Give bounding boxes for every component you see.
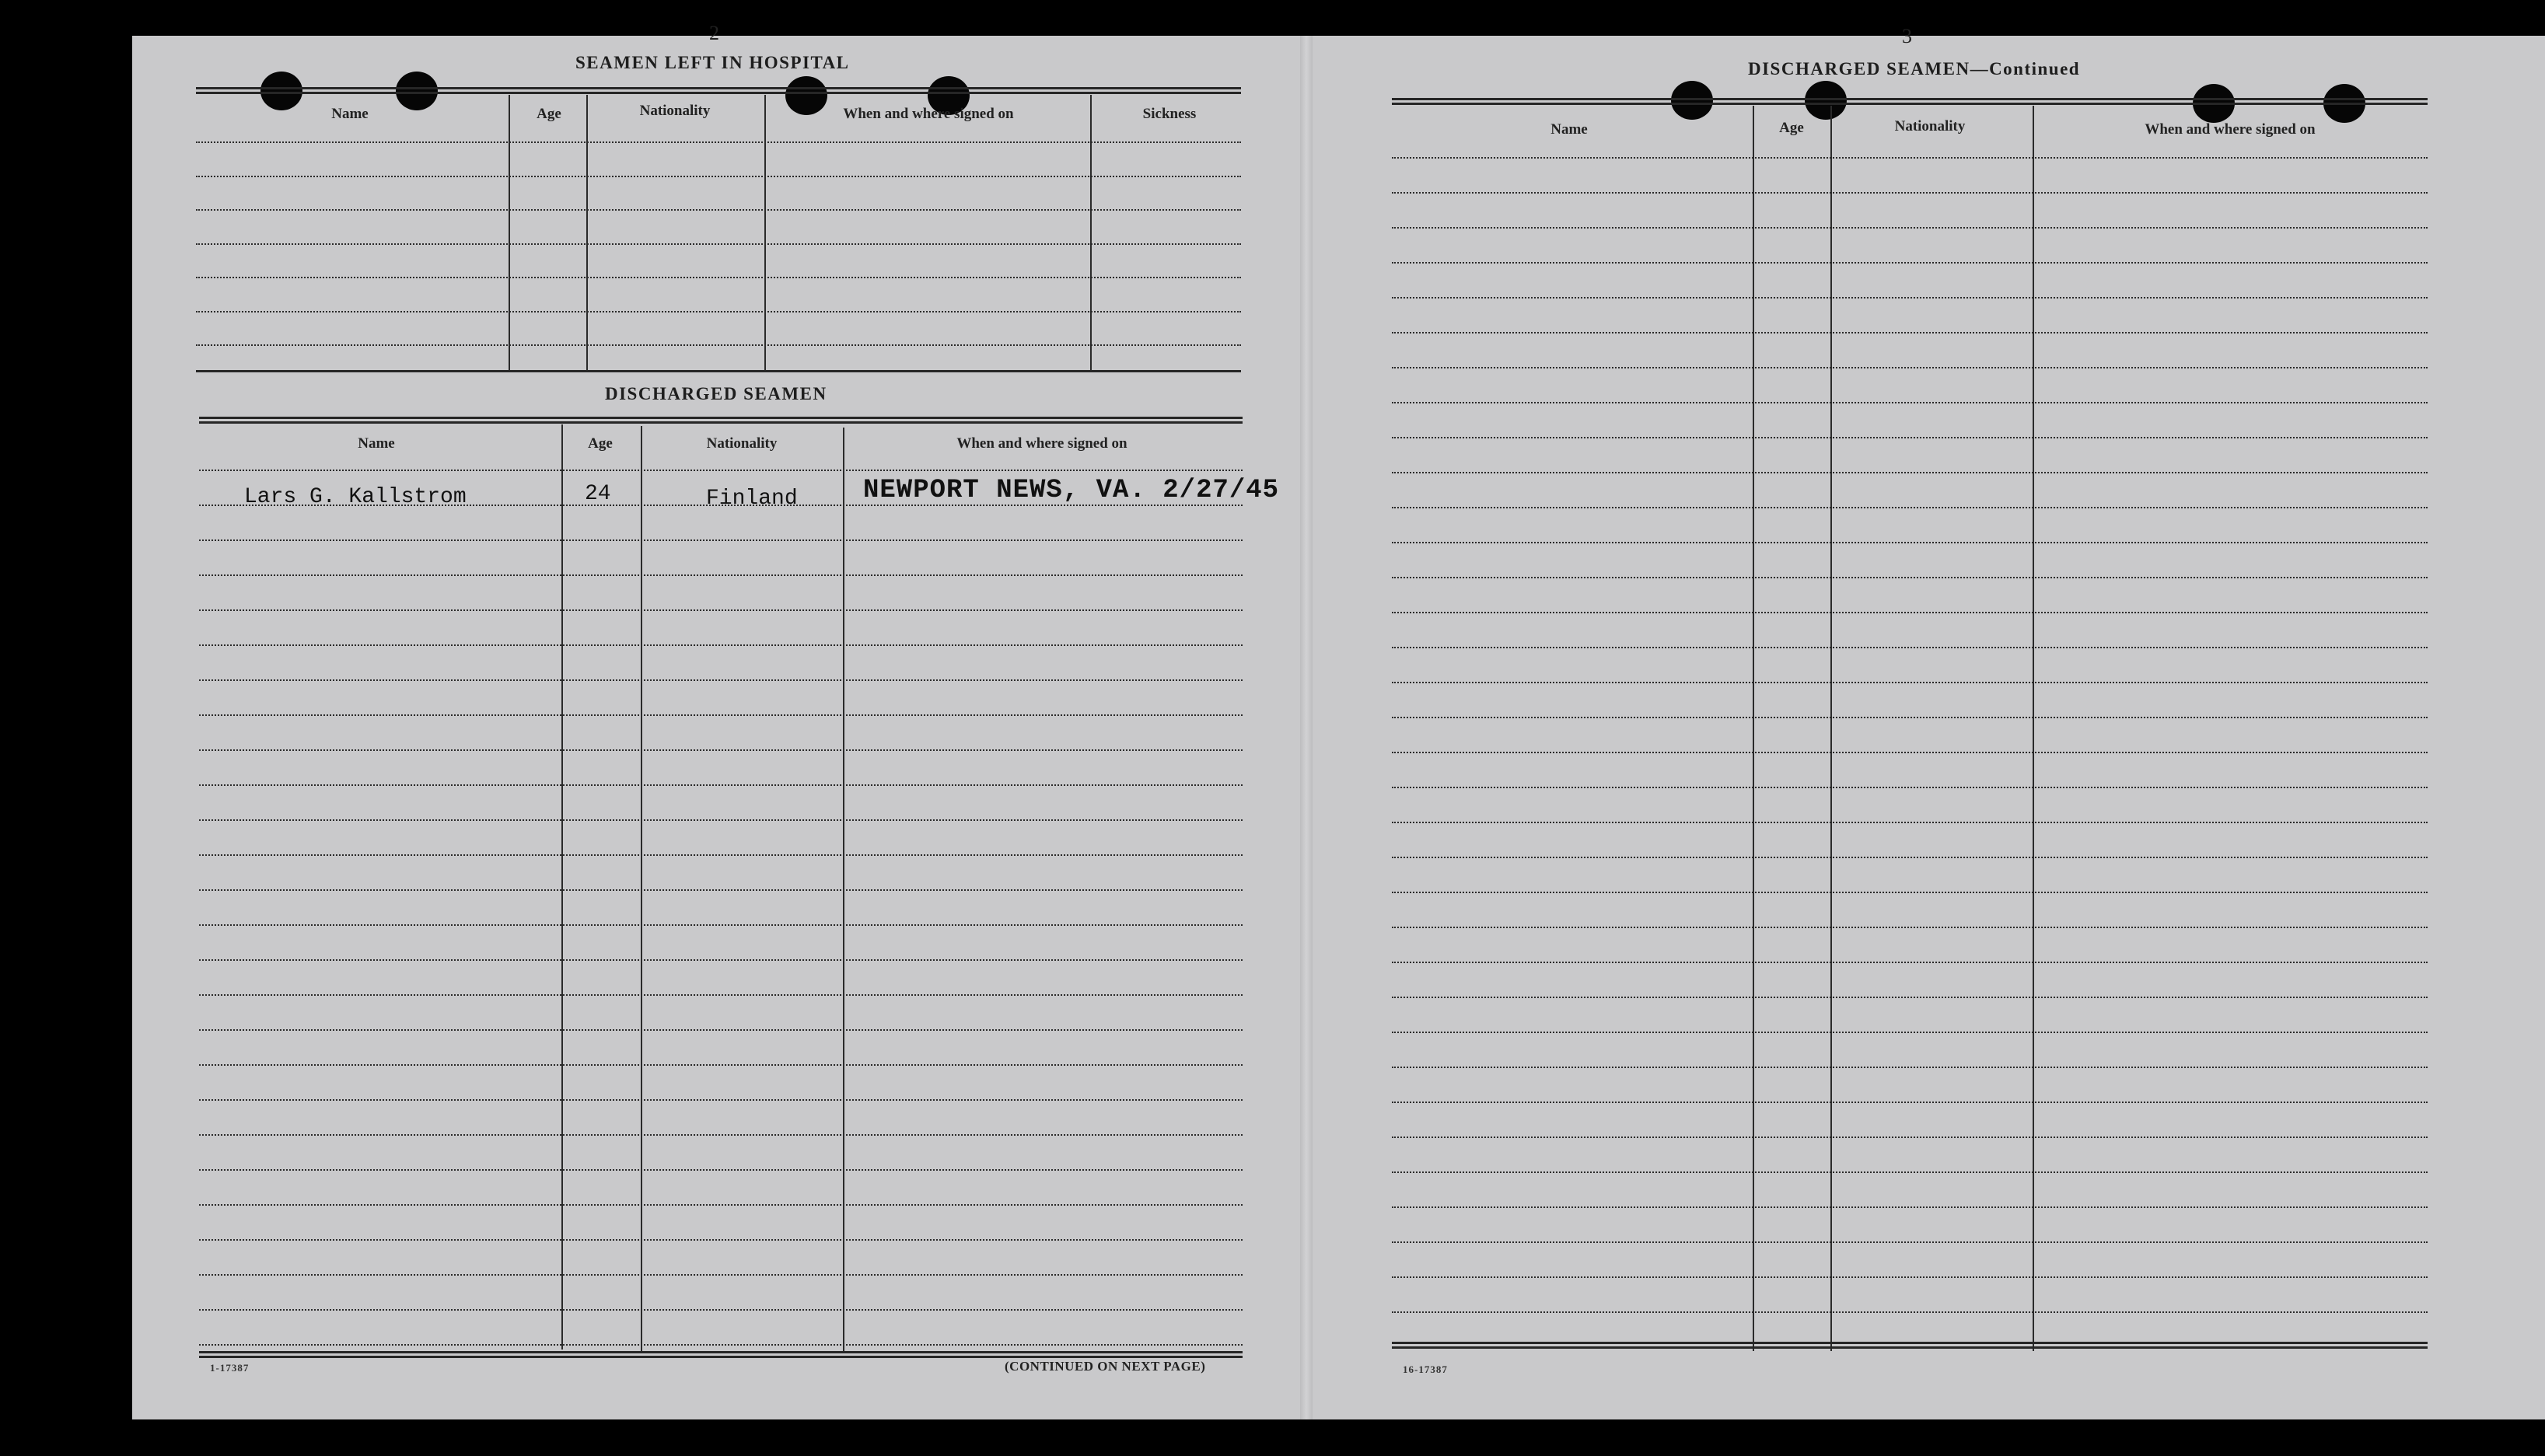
hospital-col-signed-on: When and where signed on xyxy=(843,106,1014,122)
continued-row-line xyxy=(1392,437,2428,438)
continued-row-line xyxy=(1392,822,2428,823)
continued-row-line xyxy=(1392,227,2428,229)
hospital-col-divider xyxy=(1090,95,1092,370)
discharged-row-line xyxy=(199,1239,1243,1241)
continued-row-line xyxy=(1392,612,2428,613)
continued-row-line xyxy=(1392,1171,2428,1173)
hospital-row-line xyxy=(196,176,1241,177)
continued-col-name: Name xyxy=(1550,121,1588,138)
continued-row-line xyxy=(1392,1206,2428,1208)
continued-row-line xyxy=(1392,542,2428,543)
continued-section-title: DISCHARGED SEAMEN—Continued xyxy=(1748,59,2081,79)
left-form-number: 1-17387 xyxy=(210,1362,250,1374)
discharged-row-line xyxy=(199,1134,1243,1136)
continued-row-line xyxy=(1392,962,2428,963)
continued-row-line xyxy=(1392,1032,2428,1033)
continued-row-line xyxy=(1392,1137,2428,1138)
discharged-row-line xyxy=(199,959,1243,961)
discharged-col-age: Age xyxy=(588,435,613,452)
continued-col-nationality: Nationality xyxy=(1894,118,1966,134)
discharged-row-line xyxy=(199,644,1243,646)
right-form-number: 16-17387 xyxy=(1403,1363,1448,1375)
continued-bottom-rule xyxy=(1392,1346,2428,1349)
discharged-row-line xyxy=(199,889,1243,891)
discharged-row-line xyxy=(199,1029,1243,1031)
continued-bottom-rule xyxy=(1392,1342,2428,1344)
continued-row-line xyxy=(1392,892,2428,893)
continued-row-line xyxy=(1392,192,2428,194)
discharged-row-line xyxy=(199,924,1243,926)
discharged-row-line xyxy=(199,1274,1243,1276)
discharged-row-line xyxy=(199,470,1243,471)
discharged-row-line xyxy=(199,994,1243,996)
continued-top-rule xyxy=(1392,103,2428,105)
discharged-col-divider xyxy=(561,424,563,1350)
seaman-nationality: Finland xyxy=(706,487,798,511)
discharged-row-line xyxy=(199,679,1243,681)
hospital-row-line xyxy=(196,141,1241,143)
continued-top-rule xyxy=(1392,98,2428,100)
continued-row-line xyxy=(1392,262,2428,264)
discharged-top-rule xyxy=(199,417,1243,419)
continued-row-line xyxy=(1392,647,2428,648)
discharged-row-line xyxy=(199,539,1243,541)
hospital-top-rule xyxy=(196,87,1241,89)
continued-col-signed-on: When and where signed on xyxy=(2145,121,2316,138)
discharged-row-line xyxy=(199,609,1243,611)
hospital-row-line xyxy=(196,311,1241,312)
hospital-col-divider xyxy=(586,95,588,370)
hospital-row-line xyxy=(196,209,1241,211)
continued-row-line xyxy=(1392,682,2428,683)
continued-row-line xyxy=(1392,367,2428,368)
continued-row-line xyxy=(1392,752,2428,753)
continued-row-line xyxy=(1392,787,2428,788)
hospital-col-name: Name xyxy=(331,106,369,122)
discharged-row-line xyxy=(199,854,1243,856)
continued-row-line xyxy=(1392,577,2428,578)
continued-col-divider xyxy=(1830,106,1832,1351)
discharged-col-name: Name xyxy=(358,435,395,452)
hospital-section-title: SEAMEN LEFT IN HOSPITAL xyxy=(575,53,850,72)
continued-row-line xyxy=(1392,1311,2428,1313)
punch-hole xyxy=(785,76,827,115)
punch-hole xyxy=(260,72,302,110)
discharged-top-rule xyxy=(199,421,1243,424)
continued-row-line xyxy=(1392,997,2428,998)
right-page-number: 3 xyxy=(1902,25,1912,47)
discharged-bottom-rule xyxy=(199,1351,1243,1353)
discharged-row-line xyxy=(199,1099,1243,1101)
hospital-row-line xyxy=(196,344,1241,346)
discharged-bottom-rule xyxy=(199,1356,1243,1358)
punch-hole xyxy=(1805,81,1847,120)
hospital-row-line xyxy=(196,243,1241,245)
hospital-bottom-rule xyxy=(196,370,1241,372)
hospital-col-age: Age xyxy=(537,106,561,122)
discharged-section-title: DISCHARGED SEAMEN xyxy=(605,384,827,403)
discharged-row-line xyxy=(199,574,1243,576)
punch-hole xyxy=(1671,81,1713,120)
discharged-col-nationality: Nationality xyxy=(706,435,778,452)
continued-col-age: Age xyxy=(1779,120,1804,136)
continued-row-line xyxy=(1392,472,2428,473)
right-page xyxy=(1306,36,2545,1419)
hospital-row-line xyxy=(196,277,1241,278)
continued-row-line xyxy=(1392,1102,2428,1103)
continued-row-line xyxy=(1392,857,2428,858)
hospital-col-nationality: Nationality xyxy=(639,103,711,119)
continued-row-line xyxy=(1392,332,2428,333)
punch-hole xyxy=(396,72,438,110)
discharged-row-line xyxy=(199,1344,1243,1346)
continued-row-line xyxy=(1392,402,2428,403)
continued-row-line xyxy=(1392,507,2428,508)
continued-row-line xyxy=(1392,927,2428,928)
seaman-signed-on: NEWPORT NEWS, VA. 2/27/45 xyxy=(863,476,1280,505)
continued-col-divider xyxy=(2033,106,2034,1351)
seaman-name: Lars G. Kallstrom xyxy=(244,485,467,509)
page-fold xyxy=(1300,36,1313,1419)
continued-row-line xyxy=(1392,1276,2428,1278)
discharged-row-line xyxy=(199,1064,1243,1066)
continued-row-line xyxy=(1392,1241,2428,1243)
hospital-col-sickness: Sickness xyxy=(1142,106,1197,122)
continued-col-divider xyxy=(1753,106,1754,1351)
discharged-row-line xyxy=(199,784,1243,786)
hospital-top-rule xyxy=(196,92,1241,94)
discharged-row-line xyxy=(199,819,1243,821)
discharged-row-line xyxy=(199,1169,1243,1171)
continued-row-line xyxy=(1392,717,2428,718)
discharged-row-line xyxy=(199,749,1243,751)
continued-row-line xyxy=(1392,297,2428,299)
discharged-col-signed-on: When and where signed on xyxy=(956,435,1127,452)
hospital-col-divider xyxy=(509,95,510,370)
discharged-col-divider xyxy=(641,426,642,1351)
left-page-number: 2 xyxy=(709,22,719,44)
hospital-col-divider xyxy=(764,95,766,370)
discharged-row-line xyxy=(199,1309,1243,1311)
continued-note: (CONTINUED ON NEXT PAGE) xyxy=(1005,1359,1206,1374)
continued-row-line xyxy=(1392,157,2428,159)
discharged-row-line xyxy=(199,714,1243,716)
discharged-row-line xyxy=(199,1204,1243,1206)
seaman-age: 24 xyxy=(585,482,611,506)
continued-row-line xyxy=(1392,1067,2428,1068)
